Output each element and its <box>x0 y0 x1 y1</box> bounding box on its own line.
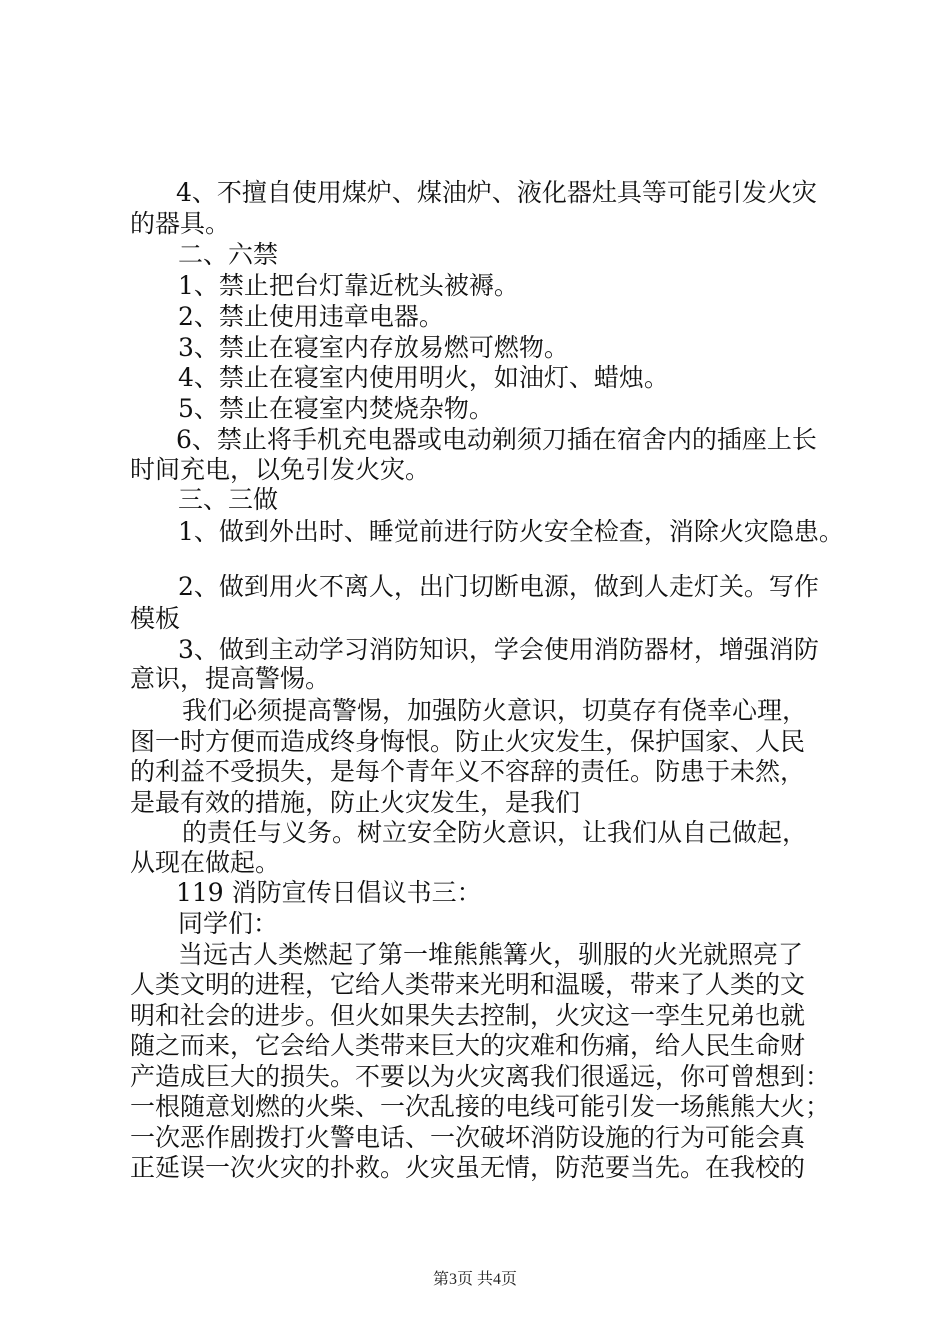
text-line: 3、禁止在寝室内存放易燃可燃物。 <box>178 333 569 362</box>
text-line: 6、禁止将手机充电器或电动剃须刀插在宿舍内的插座上长 <box>176 425 817 454</box>
text-line: 意识，提高警惕。 <box>130 664 331 693</box>
text-line: 2、做到用火不离人，出门切断电源，做到人走灯关。写作 <box>178 572 819 601</box>
text-line: 时间充电，以免引发火灾。 <box>130 455 431 484</box>
text-line: 3、做到主动学习消防知识，学会使用消防器材，增强消防 <box>178 635 819 664</box>
page-footer <box>0 1270 950 1290</box>
page-number: 第3页 共4页 <box>432 1271 517 1288</box>
text-line: 5、禁止在寝室内焚烧杂物。 <box>178 394 494 423</box>
text-line: 人类文明的进程，它给人类带来光明和温暖，带来了人类的文 <box>130 970 806 999</box>
text-line: 产造成巨大的损失。不要以为火灾离我们很遥远，你可曾想到： <box>130 1062 831 1091</box>
text-line: 明和社会的进步。但火如果失去控制，火灾这一孪生兄弟也就 <box>130 1001 806 1030</box>
text-line: 的器具。 <box>130 209 231 238</box>
text-line: 我们必须提高警惕，加强防火意识，切莫存有侥幸心理， <box>182 696 808 725</box>
section-heading: 三、三做 <box>178 485 279 514</box>
text-line: 2、禁止使用违章电器。 <box>178 302 444 331</box>
text-line: 的利益不受损失，是每个青年义不容辞的责任。防患于未然， <box>130 757 806 786</box>
text-line: 图一时方便而造成终身悔恨。防止火灾发生，保护国家、人民 <box>130 727 806 756</box>
text-line: 是最有效的措施，防止火灾发生，是我们 <box>130 788 581 817</box>
text-line: 1、禁止把台灯靠近枕头被褥。 <box>178 271 519 300</box>
text-line: 正延误一次火灾的扑救。火灾虽无情，防范要当先。在我校的 <box>130 1153 806 1182</box>
text-line: 一次恶作剧拨打火警电话、一次破坏消防设施的行为可能会真 <box>130 1123 806 1152</box>
section-heading: 二、六禁 <box>178 240 279 269</box>
text-line: 1、做到外出时、睡觉前进行防火安全检查，消除火灾隐患。 <box>178 517 844 546</box>
text-line: 当远古人类燃起了第一堆熊熊篝火，驯服的火光就照亮了 <box>178 940 804 969</box>
text-line: 一根随意划燃的火柴、一次乱接的电线可能引发一场熊熊大火； <box>130 1092 831 1121</box>
text-line: 模板 <box>130 604 181 633</box>
text-line: 随之而来，它会给人类带来巨大的灾难和伤痛，给人民生命财 <box>130 1031 806 1060</box>
text-line: 的责任与义务。树立安全防火意识，让我们从自己做起， <box>182 818 808 847</box>
letter-title: 119 消防宣传日倡议书三： <box>176 878 482 907</box>
letter-salutation: 同学们： <box>178 909 279 938</box>
text-line: 4、不擅自使用煤炉、煤油炉、液化器灶具等可能引发火灾 <box>176 178 817 207</box>
text-line: 4、禁止在寝室内使用明火，如油灯、蜡烛。 <box>178 363 669 392</box>
text-line: 从现在做起。 <box>130 848 281 877</box>
